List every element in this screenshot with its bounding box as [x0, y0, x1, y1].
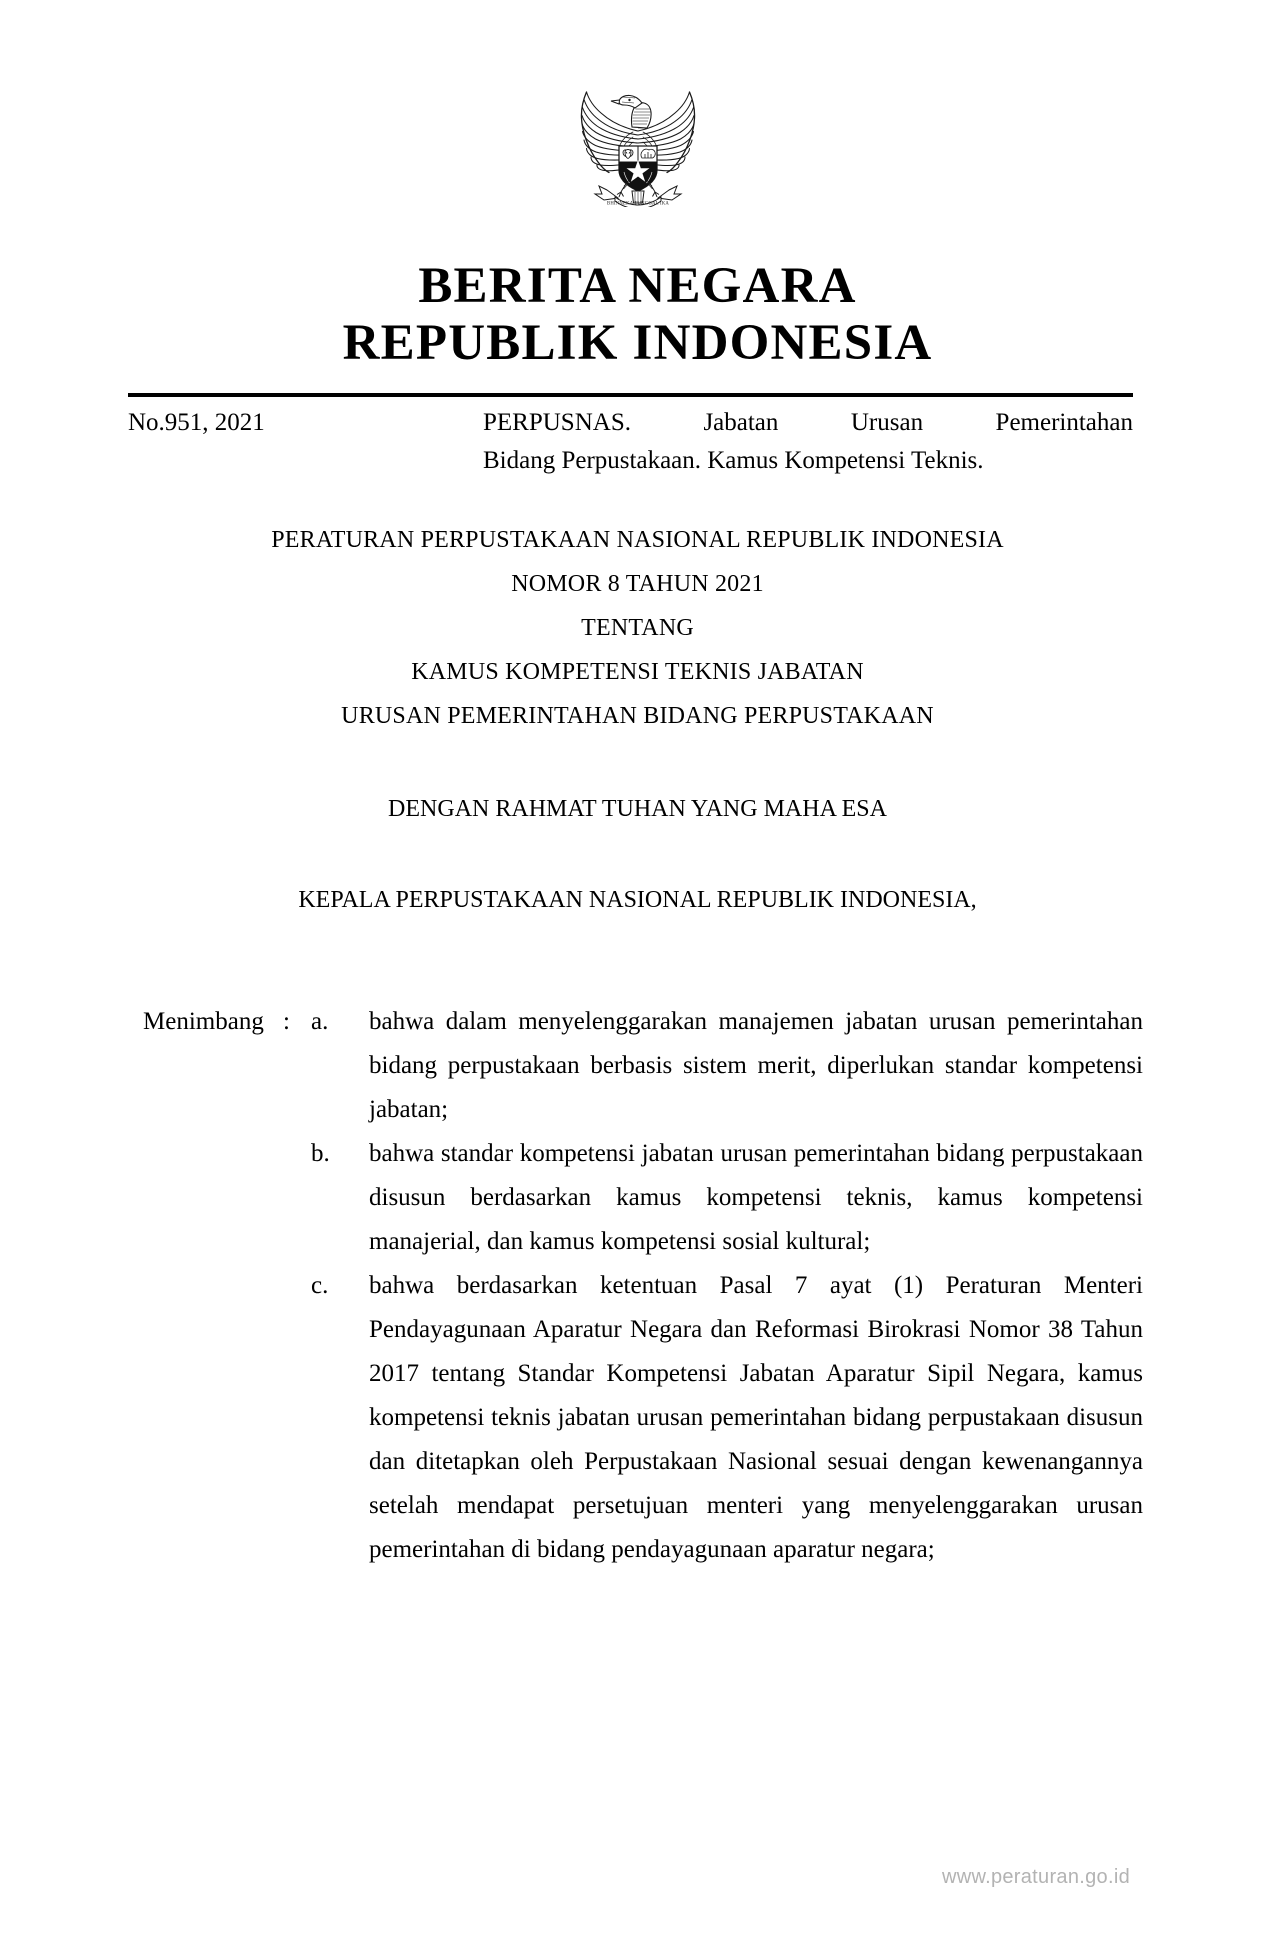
consideration-item-c: [143, 1264, 1143, 1572]
masthead-divider: [128, 393, 1133, 397]
masthead-line-republik-indonesia: REPUBLIK INDONESIA: [342, 315, 933, 371]
gazette-header-row: [128, 404, 1133, 480]
consideration-marker-c: c.: [311, 1272, 329, 1299]
regulation-title-line-1: PERATURAN PERPUSTAKAAN NASIONAL REPUBLIK INDONESIA: [271, 527, 1004, 553]
considerations-label: Menimbang: [143, 1008, 264, 1035]
issuing-authority-line: KEPALA PERPUSTAKAAN NASIONAL REPUBLIK INDONESIA,: [298, 887, 977, 913]
consideration-item-b: [143, 1132, 1143, 1264]
masthead: [0, 258, 1275, 372]
regulation-title-line-2: NOMOR 8 TAHUN 2021: [511, 571, 764, 597]
regulation-title-line-5: URUSAN PEMERINTAHAN BIDANG PERPUSTAKAAN: [341, 703, 934, 729]
garuda-pancasila-emblem: [0, 72, 1275, 207]
gazette-subject-line-1: PERPUSNAS. Jabatan Urusan Pemerintahan: [483, 409, 1133, 436]
page-footer: [0, 1866, 1275, 1889]
consideration-text-c: bahwa berdasarkan ketentuan Pasal 7 ayat (1) Peraturan Menteri Pendayagunaan Aparatur Negara dan Reformasi Birokrasi Nomor 38 Tahun 2017 tentang Standar Kompetensi Jabatan Aparatur Sipil Negara, kamus kompetensi teknis jabatan urusan pemerintahan bidang perpustakaan disusun dan ditetapkan oleh Perpustakaan Nasional sesuai dengan kewenangannya setelah mendapat persetujuan menteri yang menyelenggarakan urusan pemerintahan di bidang pendayagunaan aparatur negara;: [369, 1272, 1143, 1563]
invocation-line: DENGAN RAHMAT TUHAN YANG MAHA ESA: [388, 796, 887, 822]
consideration-text-b: bahwa standar kompetensi jabatan urusan pemerintahan bidang perpustakaan disusun berdasarkan kamus kompetensi teknis, kamus kompetensi manajerial, dan kamus kompetensi sosial kultural;: [369, 1140, 1143, 1255]
regulation-title-line-3: TENTANG: [581, 615, 694, 641]
gazette-subject-line-2: Bidang Perpustakaan. Kamus Kompetensi Teknis.: [483, 447, 984, 474]
consideration-marker-b: b.: [311, 1140, 330, 1167]
consideration-marker-a: a.: [311, 1008, 329, 1035]
footer-source-url: www.peraturan.go.id: [941, 1866, 1130, 1888]
considerations-section: [143, 1000, 1143, 1572]
gazette-number: No.951, 2021: [128, 409, 265, 436]
masthead-line-berita-negara: BERITA NEGARA: [418, 258, 857, 314]
consideration-text-a: bahwa dalam menyelenggarakan manajemen jabatan urusan pemerintahan bidang perpustakaan berbasis sistem merit, diperlukan standar kompetensi jabatan;: [369, 1008, 1143, 1123]
garuda-emblem-icon: [563, 72, 713, 207]
regulation-title-block: [0, 518, 1275, 738]
consideration-item-a: [143, 1000, 1143, 1132]
gazette-subject: [483, 404, 1133, 480]
svg-text:BHINNEKA TUNGGAL IKA: BHINNEKA TUNGGAL IKA: [606, 201, 669, 207]
regulation-title-line-4: KAMUS KOMPETENSI TEKNIS JABATAN: [411, 659, 864, 685]
considerations-colon: :: [283, 1008, 290, 1035]
